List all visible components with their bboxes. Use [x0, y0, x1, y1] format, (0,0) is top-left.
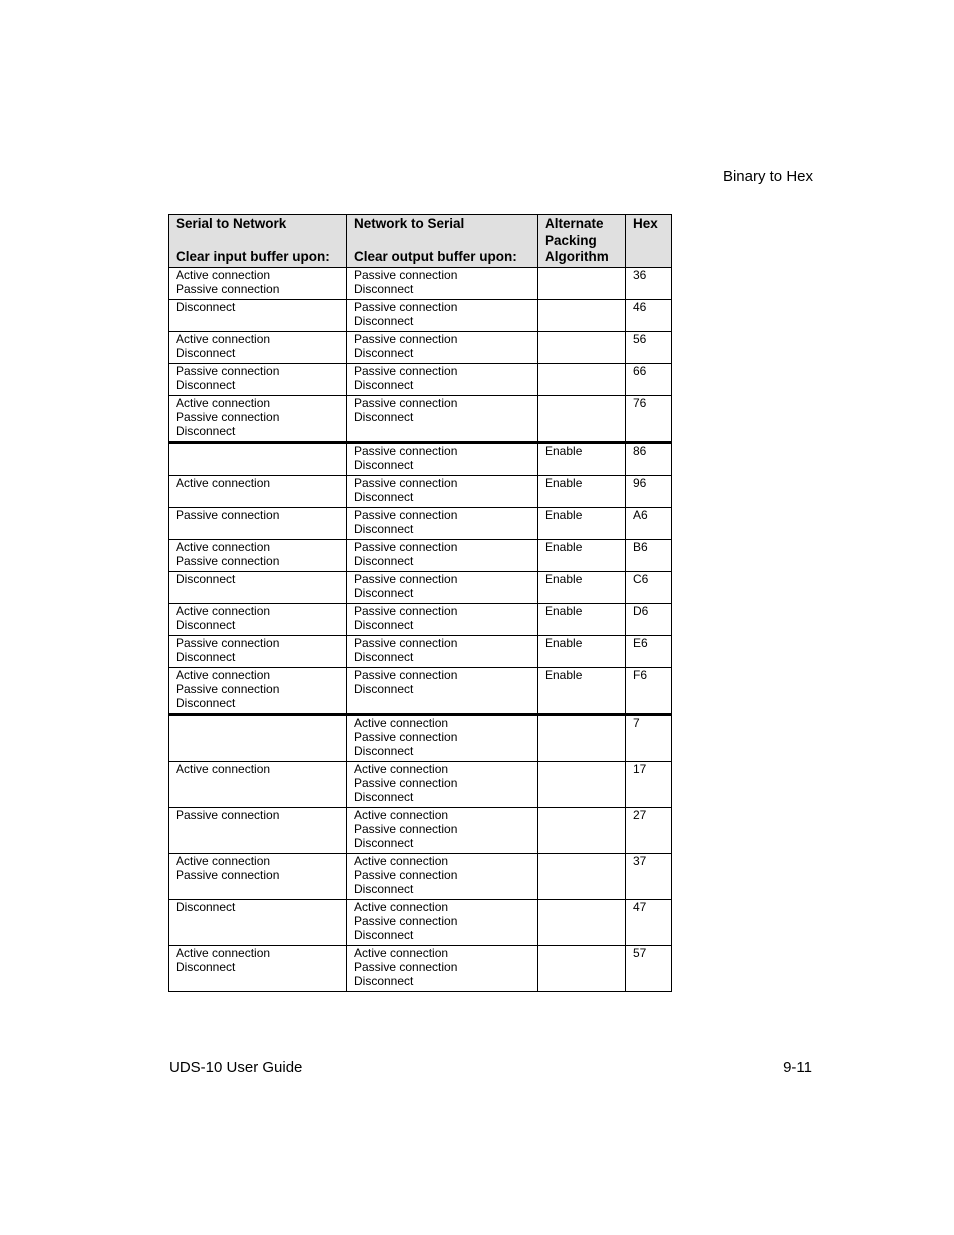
cell-hex: D6: [626, 603, 672, 635]
cell-hex: 96: [626, 475, 672, 507]
table-row: [169, 899, 672, 945]
cell-line: Passive connection: [354, 507, 458, 522]
cell-line: Active connection: [176, 945, 271, 960]
table-row: [169, 331, 672, 363]
cell-line: Active connection: [354, 807, 449, 822]
cell-hex: 47: [626, 899, 672, 945]
cell-hex: 56: [626, 331, 672, 363]
header-line: Clear input buffer upon:: [176, 249, 330, 264]
cell-line: Passive connection: [354, 775, 458, 790]
cell-serial-to-network: [169, 667, 347, 714]
cell-line: Passive connection: [354, 603, 458, 618]
cell-network-to-serial: [347, 761, 538, 807]
cell-alternate-packing: Enable: [538, 507, 626, 539]
cell-alternate-packing: Enable: [538, 667, 626, 714]
cell-line: Disconnect: [354, 585, 414, 600]
cell-network-to-serial: [347, 507, 538, 539]
cell-line: Passive connection: [176, 363, 280, 378]
table-row: [169, 714, 672, 761]
cell-serial-to-network: [169, 635, 347, 667]
table-row: [169, 635, 672, 667]
cell-network-to-serial: [347, 475, 538, 507]
cell-line: Passive connection: [354, 959, 458, 974]
cell-hex: 36: [626, 267, 672, 299]
cell-hex: F6: [626, 667, 672, 714]
cell-line: Passive connection: [354, 571, 458, 586]
cell-network-to-serial: [347, 267, 538, 299]
cell-network-to-serial: [347, 539, 538, 571]
cell-serial-to-network: [169, 853, 347, 899]
cell-alternate-packing: [538, 331, 626, 363]
footer-page-number: 9-11: [783, 1059, 812, 1076]
cell-hex: 57: [626, 945, 672, 991]
cell-line: Passive connection: [354, 729, 458, 744]
cell-line: Disconnect: [176, 959, 236, 974]
cell-line: Passive connection: [176, 281, 280, 296]
cell-line: Disconnect: [354, 743, 414, 758]
cell-serial-to-network: [169, 299, 347, 331]
cell-serial-to-network: [169, 363, 347, 395]
cell-line: Active connection: [176, 603, 271, 618]
column-header-network-to-serial: [347, 215, 538, 268]
table-row: [169, 395, 672, 442]
footer-doc-title: UDS-10 User Guide: [169, 1059, 303, 1076]
cell-hex: 76: [626, 395, 672, 442]
cell-alternate-packing: [538, 807, 626, 853]
cell-line: Disconnect: [176, 649, 236, 664]
table-row: [169, 761, 672, 807]
table-row: [169, 539, 672, 571]
cell-network-to-serial: [347, 442, 538, 475]
cell-serial-to-network: [169, 507, 347, 539]
table-header-row: [169, 215, 672, 268]
cell-line: Active connection: [354, 945, 449, 960]
cell-line: Disconnect: [354, 617, 414, 632]
table-row: [169, 267, 672, 299]
cell-alternate-packing: Enable: [538, 571, 626, 603]
cell-line: Active connection: [354, 853, 449, 868]
cell-line: Passive connection: [354, 667, 458, 682]
table-row: [169, 603, 672, 635]
header-line: Alternate: [545, 216, 604, 231]
cell-alternate-packing: [538, 363, 626, 395]
cell-network-to-serial: [347, 667, 538, 714]
cell-alternate-packing: Enable: [538, 475, 626, 507]
cell-hex: B6: [626, 539, 672, 571]
cell-serial-to-network: [169, 603, 347, 635]
table-row: [169, 299, 672, 331]
cell-line: Passive connection: [176, 409, 280, 424]
cell-alternate-packing: [538, 853, 626, 899]
cell-network-to-serial: [347, 899, 538, 945]
cell-alternate-packing: Enable: [538, 442, 626, 475]
cell-hex: 37: [626, 853, 672, 899]
cell-line: Disconnect: [354, 409, 414, 424]
cell-alternate-packing: [538, 761, 626, 807]
cell-line: Disconnect: [176, 299, 236, 314]
cell-line: Disconnect: [354, 521, 414, 536]
cell-line: Disconnect: [176, 377, 236, 392]
cell-hex: 7: [626, 714, 672, 761]
cell-alternate-packing: Enable: [538, 635, 626, 667]
cell-serial-to-network: [169, 267, 347, 299]
header-line: Serial to Network: [176, 216, 287, 231]
table-row: [169, 571, 672, 603]
section-title: Binary to Hex: [722, 168, 813, 185]
cell-line: Disconnect: [354, 281, 414, 296]
cell-line: Disconnect: [354, 789, 414, 804]
header-line: Hex: [633, 216, 658, 231]
cell-line: Disconnect: [354, 835, 414, 850]
cell-network-to-serial: [347, 714, 538, 761]
cell-line: Passive connection: [176, 553, 280, 568]
cell-line: Passive connection: [354, 299, 458, 314]
cell-network-to-serial: [347, 363, 538, 395]
cell-serial-to-network: [169, 331, 347, 363]
cell-line: Disconnect: [354, 553, 414, 568]
cell-network-to-serial: [347, 635, 538, 667]
cell-serial-to-network: [169, 714, 347, 761]
cell-network-to-serial: [347, 603, 538, 635]
cell-line: Disconnect: [176, 617, 236, 632]
cell-line: Active connection: [354, 715, 449, 730]
cell-network-to-serial: [347, 571, 538, 603]
cell-network-to-serial: [347, 807, 538, 853]
column-header-alternate-packing-algorithm: [538, 215, 626, 268]
cell-line: Disconnect: [354, 681, 414, 696]
cell-line: Disconnect: [354, 927, 414, 942]
cell-line: Active connection: [176, 539, 271, 554]
cell-line: Disconnect: [354, 881, 414, 896]
cell-line: Passive connection: [176, 507, 280, 522]
cell-line: Passive connection: [354, 821, 458, 836]
table-row: [169, 945, 672, 991]
cell-serial-to-network: [169, 899, 347, 945]
table-row: [169, 807, 672, 853]
cell-line: Passive connection: [354, 395, 458, 410]
cell-line: Passive connection: [354, 635, 458, 650]
cell-hex: C6: [626, 571, 672, 603]
cell-network-to-serial: [347, 299, 538, 331]
cell-line: Active connection: [176, 331, 271, 346]
cell-line: Disconnect: [354, 457, 414, 472]
cell-network-to-serial: [347, 395, 538, 442]
cell-line: Passive connection: [354, 443, 458, 458]
cell-alternate-packing: [538, 945, 626, 991]
cell-line: Active connection: [176, 475, 271, 490]
cell-hex: 27: [626, 807, 672, 853]
cell-hex: E6: [626, 635, 672, 667]
cell-line: Passive connection: [176, 635, 280, 650]
cell-line: Disconnect: [176, 345, 236, 360]
cell-line: Passive connection: [354, 913, 458, 928]
cell-alternate-packing: [538, 267, 626, 299]
cell-network-to-serial: [347, 945, 538, 991]
table-row: [169, 475, 672, 507]
cell-line: Active connection: [176, 267, 271, 282]
cell-alternate-packing: [538, 299, 626, 331]
column-header-hex: [626, 215, 672, 268]
cell-line: Passive connection: [176, 867, 280, 882]
cell-hex: 86: [626, 442, 672, 475]
cell-line: Disconnect: [354, 377, 414, 392]
cell-line: Active connection: [354, 899, 449, 914]
cell-hex: A6: [626, 507, 672, 539]
cell-line: Passive connection: [176, 681, 280, 696]
cell-line: Active connection: [354, 761, 449, 776]
cell-hex: 46: [626, 299, 672, 331]
cell-line: Active connection: [176, 761, 271, 776]
cell-line: Disconnect: [354, 649, 414, 664]
cell-hex: 17: [626, 761, 672, 807]
table-row: [169, 507, 672, 539]
cell-alternate-packing: [538, 714, 626, 761]
cell-serial-to-network: [169, 395, 347, 442]
cell-line: Disconnect: [176, 899, 236, 914]
cell-line: Passive connection: [354, 867, 458, 882]
cell-line: Passive connection: [354, 539, 458, 554]
table-row: [169, 853, 672, 899]
binary-to-hex-table: [168, 214, 672, 992]
cell-serial-to-network: [169, 945, 347, 991]
cell-line: Passive connection: [354, 331, 458, 346]
cell-network-to-serial: [347, 853, 538, 899]
cell-alternate-packing: [538, 395, 626, 442]
cell-line: Disconnect: [176, 695, 236, 710]
header-line: Algorithm: [545, 249, 609, 264]
cell-line: Passive connection: [354, 475, 458, 490]
cell-network-to-serial: [347, 331, 538, 363]
header-line: Packing: [545, 232, 597, 248]
table-body: [169, 267, 672, 991]
cell-line: Disconnect: [176, 571, 236, 586]
cell-serial-to-network: [169, 442, 347, 475]
column-header-serial-to-network: [169, 215, 347, 268]
table-row: [169, 442, 672, 475]
cell-serial-to-network: [169, 475, 347, 507]
cell-line: Disconnect: [354, 313, 414, 328]
cell-hex: 66: [626, 363, 672, 395]
cell-serial-to-network: [169, 539, 347, 571]
cell-line: Disconnect: [354, 973, 414, 988]
cell-serial-to-network: [169, 761, 347, 807]
cell-line: Passive connection: [354, 267, 458, 282]
table-row: [169, 363, 672, 395]
cell-line: Active connection: [176, 395, 271, 410]
cell-alternate-packing: Enable: [538, 539, 626, 571]
cell-line: Disconnect: [176, 423, 236, 438]
cell-serial-to-network: [169, 807, 347, 853]
header-line: Clear output buffer upon:: [354, 249, 517, 264]
cell-alternate-packing: [538, 899, 626, 945]
cell-line: Active connection: [176, 667, 271, 682]
header-line: Network to Serial: [354, 216, 465, 231]
cell-line: Disconnect: [354, 489, 414, 504]
cell-line: Passive connection: [354, 363, 458, 378]
cell-line: Passive connection: [176, 807, 280, 822]
table-row: [169, 667, 672, 714]
cell-serial-to-network: [169, 571, 347, 603]
cell-alternate-packing: Enable: [538, 603, 626, 635]
cell-line: Disconnect: [354, 345, 414, 360]
cell-line: Active connection: [176, 853, 271, 868]
